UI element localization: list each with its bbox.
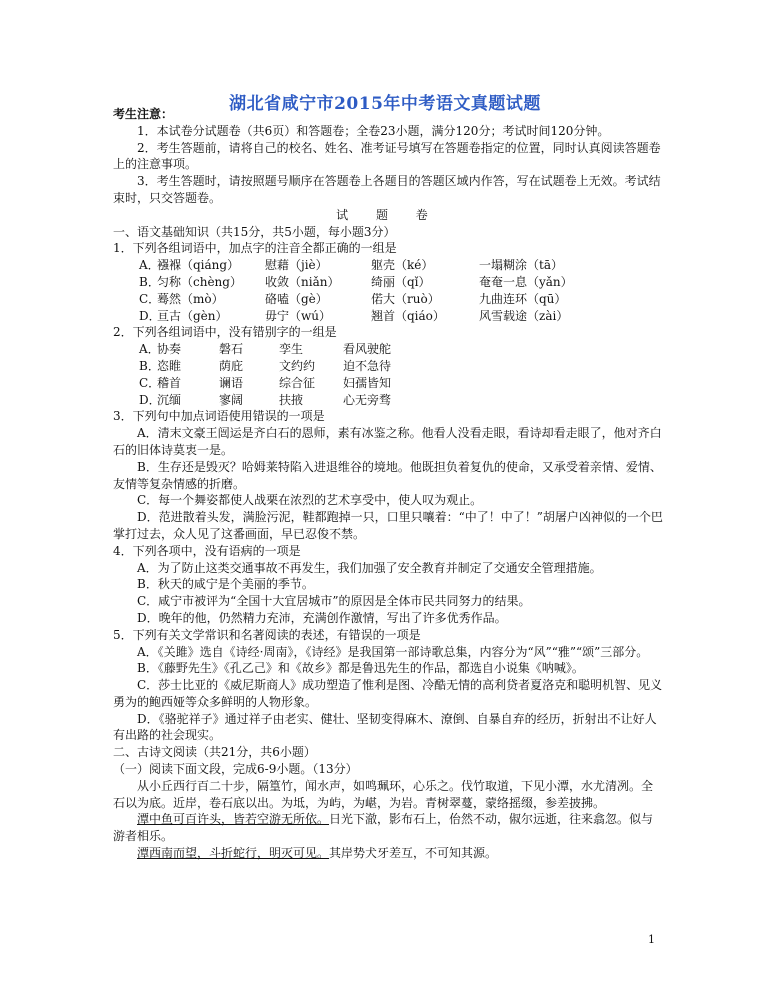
option-word: 毋宁（wú） [265, 308, 332, 323]
q5-option-d: D．《骆驼祥子》通过祥子由老实、健壮、坚韧变得麻木、潦倒、自暴自弃的经历，折射出不让好人有出路的社会现实。 [113, 711, 657, 743]
option-word: 一塌糊涂（tā） [479, 258, 563, 273]
q3-stem: 3．下列句中加点词语使用错误的一项是 [113, 409, 325, 424]
option-word: 襁褓（qiáng） [157, 258, 240, 273]
q2-option-b [113, 358, 663, 375]
notice-heading: 考生注意： [113, 107, 174, 121]
option-word: 恣睢 [157, 358, 182, 373]
option-word: 亘古（gèn） [157, 308, 228, 323]
note-2: 2．考生答题前，请将自己的校名、姓名、准考证号填写在答题卷指定的位置，同时认真阅读答题卷上的注意事项。 [113, 140, 661, 172]
q5-stem: 5．下列有关文学常识和名著阅读的表述，有错误的一项是 [113, 627, 421, 642]
option-word: 稽首 [157, 375, 182, 390]
passage-paragraph-2 [113, 811, 663, 845]
document-body [113, 106, 663, 862]
page-number: 1 [648, 933, 655, 946]
option-word: 蓦然（mò） [157, 291, 224, 306]
option-word: 心无旁骛 [343, 392, 392, 407]
underlined-sentence: 潭中鱼可百许头，皆若空游无所依。 [137, 812, 330, 827]
option-word: 谰语 [219, 375, 244, 390]
q4-option-b: B．秋天的咸宁是个美丽的季节。 [137, 577, 314, 592]
option-letter: D． [139, 392, 161, 407]
q4-option-c: C．咸宁市被评为“全国十大宜居城市”的原因是全体市民共同努力的结果。 [137, 594, 531, 609]
q3-option-d: D．范进散着头发，满脸污泥，鞋都跑掉一只，口里只嚷着：“中了！中了！”胡屠户凶神似的一个巴掌打过去，众人见了这番画面，早已忍俊不禁。 [113, 510, 663, 541]
q1-stem: 1．下列各组词语中，加点字的注音全都正确的一组是 [113, 241, 397, 256]
option-word: 收敛（niǎn） [265, 274, 340, 289]
underlined-sentence: 潭西南而望，斗折蛇行，明灭可见。 [137, 846, 330, 861]
q2-option-c [113, 375, 663, 392]
option-word: 孪生 [279, 342, 304, 357]
option-word: 翘首（qiáo） [371, 308, 445, 323]
option-word: 协奏 [157, 342, 182, 357]
option-word: 躯壳（ké） [371, 258, 434, 273]
option-word: 沉缅 [157, 392, 182, 407]
passage-paragraph-3 [113, 845, 663, 862]
option-word: 综合征 [279, 375, 316, 390]
option-word: 看风驶舵 [343, 342, 392, 357]
option-word: 扶掖 [279, 392, 304, 407]
option-letter: A． [139, 258, 160, 273]
option-word: 寥阔 [219, 392, 244, 407]
q1-option-b [113, 274, 663, 291]
page-title: 湖北省咸宁市2015年中考语文真题试题 [229, 94, 541, 114]
option-word: 慰藉（jiè） [265, 258, 328, 273]
q5-option-a: A．《关雎》选自《诗经·周南》，《诗经》是我国第一部诗歌总集，内容分为“风”“雅”“颂”三部分。 [137, 644, 649, 659]
q1-option-d [113, 308, 663, 325]
q2-option-d [113, 392, 663, 409]
option-word: 九曲连环（qū） [479, 291, 567, 306]
q4-option-a: A．为了防止这类交通事故不再发生，我们加强了安全教育并制定了交通安全管理措施。 [137, 560, 602, 575]
part1-heading: 一、语文基础知识（共15分，共5小题，每小题3分） [113, 224, 396, 239]
option-word: 妇孺皆知 [343, 375, 392, 390]
option-word: 迫不急待 [343, 358, 392, 373]
q3-option-c: C．每一个舞姿都使人战栗在浓烈的艺术享受中，使人叹为观止。 [137, 493, 483, 508]
passage-text: 其岸势犬牙差互，不可知其源。 [329, 846, 498, 861]
option-letter: A． [139, 342, 160, 357]
q1-option-c [113, 291, 663, 308]
option-word: 荫庇 [219, 358, 244, 373]
option-word: 文约约 [279, 358, 316, 373]
option-word: 匀称（chèng） [157, 274, 242, 289]
option-word: 磐石 [219, 342, 244, 357]
q4-stem: 4．下列各项中，没有语病的一项是 [113, 543, 301, 558]
part2-heading: 二、古诗文阅读（共21分，共6小题） [113, 745, 316, 760]
sub1-heading: （一）阅读下面文段，完成6-9小题。（13分） [113, 762, 358, 777]
q2-stem: 2．下列各组词语中，没有错别字的一组是 [113, 325, 337, 340]
q5-option-c: C．莎士比亚的《威尼斯商人》成功塑造了惟利是图、冷酷无情的高利贷者夏洛克和聪明机智、见义勇为的鲍西娅等众多鲜明的人物形象。 [113, 678, 663, 709]
option-letter: B． [139, 358, 160, 373]
option-word: 风雪载途（zài） [479, 308, 569, 323]
option-letter: B． [139, 274, 160, 289]
q5-option-b: B．《藤野先生》《孔乙己》和《故乡》都是鲁迅先生的作品，都选自小说集《呐喊》。 [137, 661, 584, 676]
q3-option-a: A．清末文豪王闿运是齐白石的恩师，素有冰鉴之称。他看人没看走眼，看诗却看走眼了，他对齐白石的旧体诗莫衷一是。 [113, 426, 662, 457]
option-letter: D． [139, 308, 161, 323]
option-letter: C． [139, 291, 161, 306]
option-letter: C． [139, 375, 161, 390]
option-word: 绮丽（qǐ） [371, 274, 431, 289]
option-word: 硌嗑（gè） [265, 291, 328, 306]
q1-option-a [113, 257, 663, 274]
section-label: 试 题 卷 [336, 207, 440, 222]
option-word: 奄奄一息（yǎn） [479, 274, 573, 289]
option-word: 偌大（ruò） [371, 291, 440, 306]
passage-text: 日光下澈，影布石上，佁然不动，俶尔远逝，往来翕忽。似与游者相乐。 [113, 812, 654, 844]
note-1: 1．本试卷分试题卷（共6页）和答题卷；全卷23小题，满分120分；考试时间120分钟。 [137, 123, 610, 138]
q4-option-d: D．晚年的他，仍然精力充沛，充满创作激情，写出了许多优秀作品。 [137, 610, 507, 625]
q2-option-a [113, 341, 663, 358]
passage-paragraph-1: 从小丘西行百二十步，隔篁竹，闻水声，如鸣珮环，心乐之。伐竹取道，下见小潭，水尤清冽。全石以为底。近岸，卷石底以出。为坻，为屿，为嵁，为岩。青树翠蔓，蒙络摇缀，参差披拂。 [113, 778, 654, 810]
q3-option-b: B．生存还是毁灭？哈姆莱特陷入进退维谷的境地。他既担负着复仇的使命，又承受着亲情、爱情、友情等复杂情感的折磨。 [113, 459, 662, 491]
note-3: 3．考生答题时，请按照题号顺序在答题卷上各题目的答题区域内作答，写在试题卷上无效。考试结束时，只交答题卷。 [113, 174, 661, 205]
